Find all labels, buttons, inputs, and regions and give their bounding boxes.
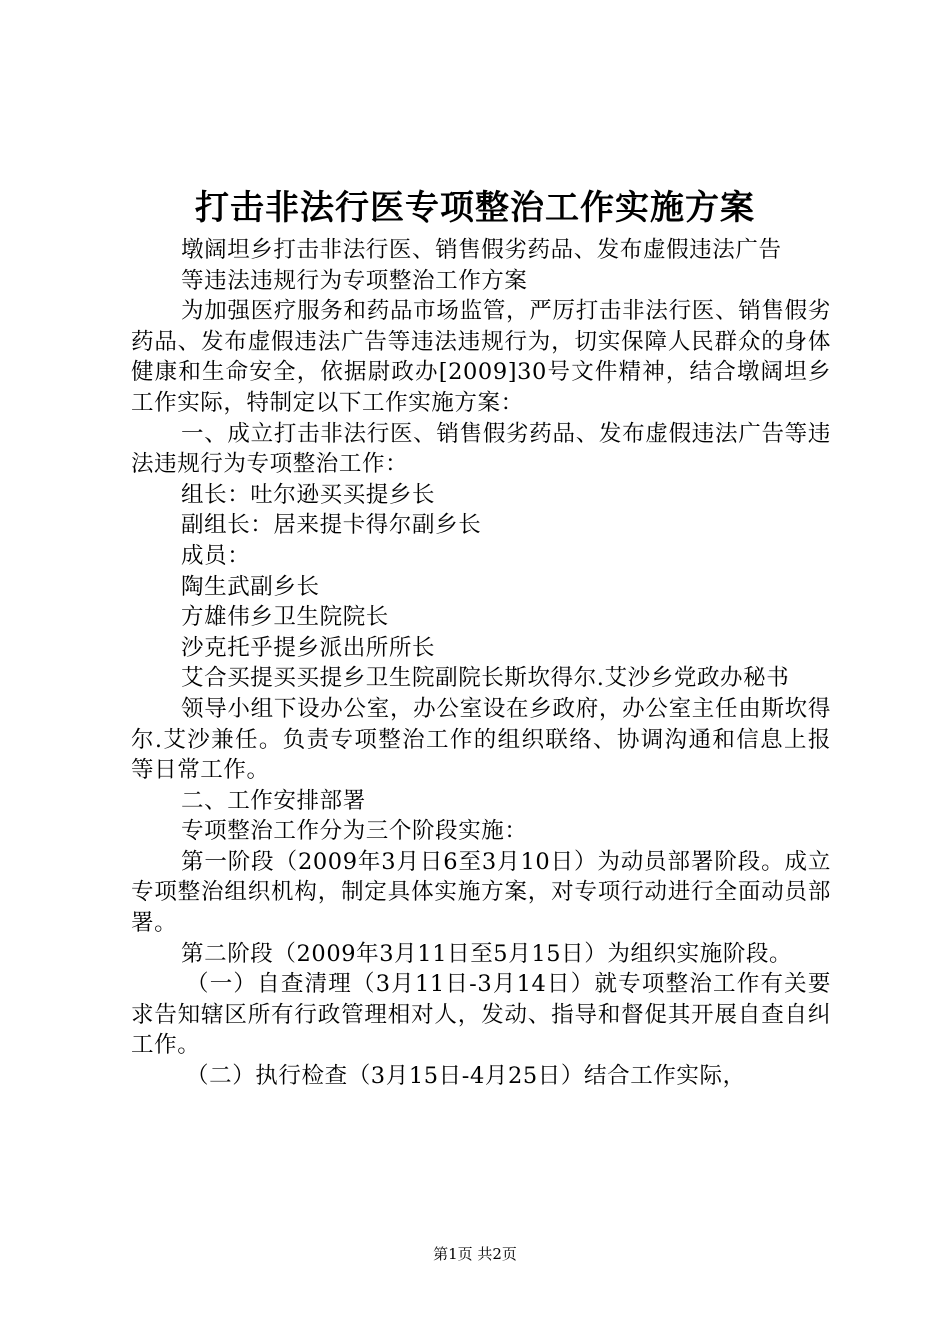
- paragraph-section-one: 一、成立打击非法行医、销售假劣药品、发布虚假违法广告等违法违规行为专项整治工作：: [131, 420, 831, 478]
- paragraph-member-2: 方雄伟乡卫生院院长: [181, 604, 389, 631]
- paragraph-members-label: 成员：: [181, 542, 251, 569]
- paragraph-section-two: 二、工作安排部署: [181, 787, 366, 814]
- document-title: 打击非法行医专项整治工作实施方案: [195, 188, 755, 228]
- paragraph-member-4: 艾合买提买买提乡卫生院副院长斯坎得尔.艾沙乡党政办秘书: [181, 665, 790, 692]
- paragraph-member-1: 陶生武副乡长: [181, 573, 320, 600]
- paragraph-deputy-leader: 副组长：居来提卡得尔副乡长: [181, 512, 482, 539]
- paragraph-purpose: 为加强医疗服务和药品市场监管，严厉打击非法行医、销售假劣药品、发布虚假违法广告等违法违规行为，切实保障人民群众的身体健康和生命安全，依据尉政办[2009]30号文件精神，结合墩阔坦乡工作实际，特制定以下工作实施方案：: [131, 298, 831, 416]
- paragraph-phase-two: 第二阶段（2009年3月11日至5月15日）为组织实施阶段。: [181, 940, 793, 967]
- document-body: [131, 235, 831, 1092]
- paragraph-office: 领导小组下设办公室，办公室设在乡政府，办公室主任由斯坎得尔.艾沙兼任。负责专项整治工作的组织联络、协调沟通和信息上报等日常工作。: [131, 695, 831, 784]
- paragraph-inspection: （二）执行检查（3月15日-4月25日）结合工作实际，: [186, 1063, 746, 1090]
- paragraph-heading-line-1: 墩阔坦乡打击非法行医、销售假劣药品、发布虚假违法广告: [181, 237, 782, 263]
- page-footer: 第1页 共2页: [433, 1245, 517, 1263]
- paragraph-heading-line-2: 等违法违规行为专项整治工作方案: [181, 267, 528, 294]
- paragraph-phases-intro: 专项整治工作分为三个阶段实施：: [181, 818, 528, 845]
- paragraph-phase-one: 第一阶段（2009年3月日6至3月10日）为动员部署阶段。成立专项整治组织机构，制定具体实施方案，对专项行动进行全面动员部署。: [131, 848, 831, 937]
- paragraph-member-3: 沙克托乎提乡派出所所长: [181, 634, 436, 661]
- paragraph-self-check: （一）自查清理（3月11日-3月14日）就专项整治工作有关要求告知辖区所有行政管理相对人，发动、指导和督促其开展自查自纠工作。: [131, 971, 831, 1059]
- paragraph-leader: 组长：吐尔逊买买提乡长: [181, 481, 436, 508]
